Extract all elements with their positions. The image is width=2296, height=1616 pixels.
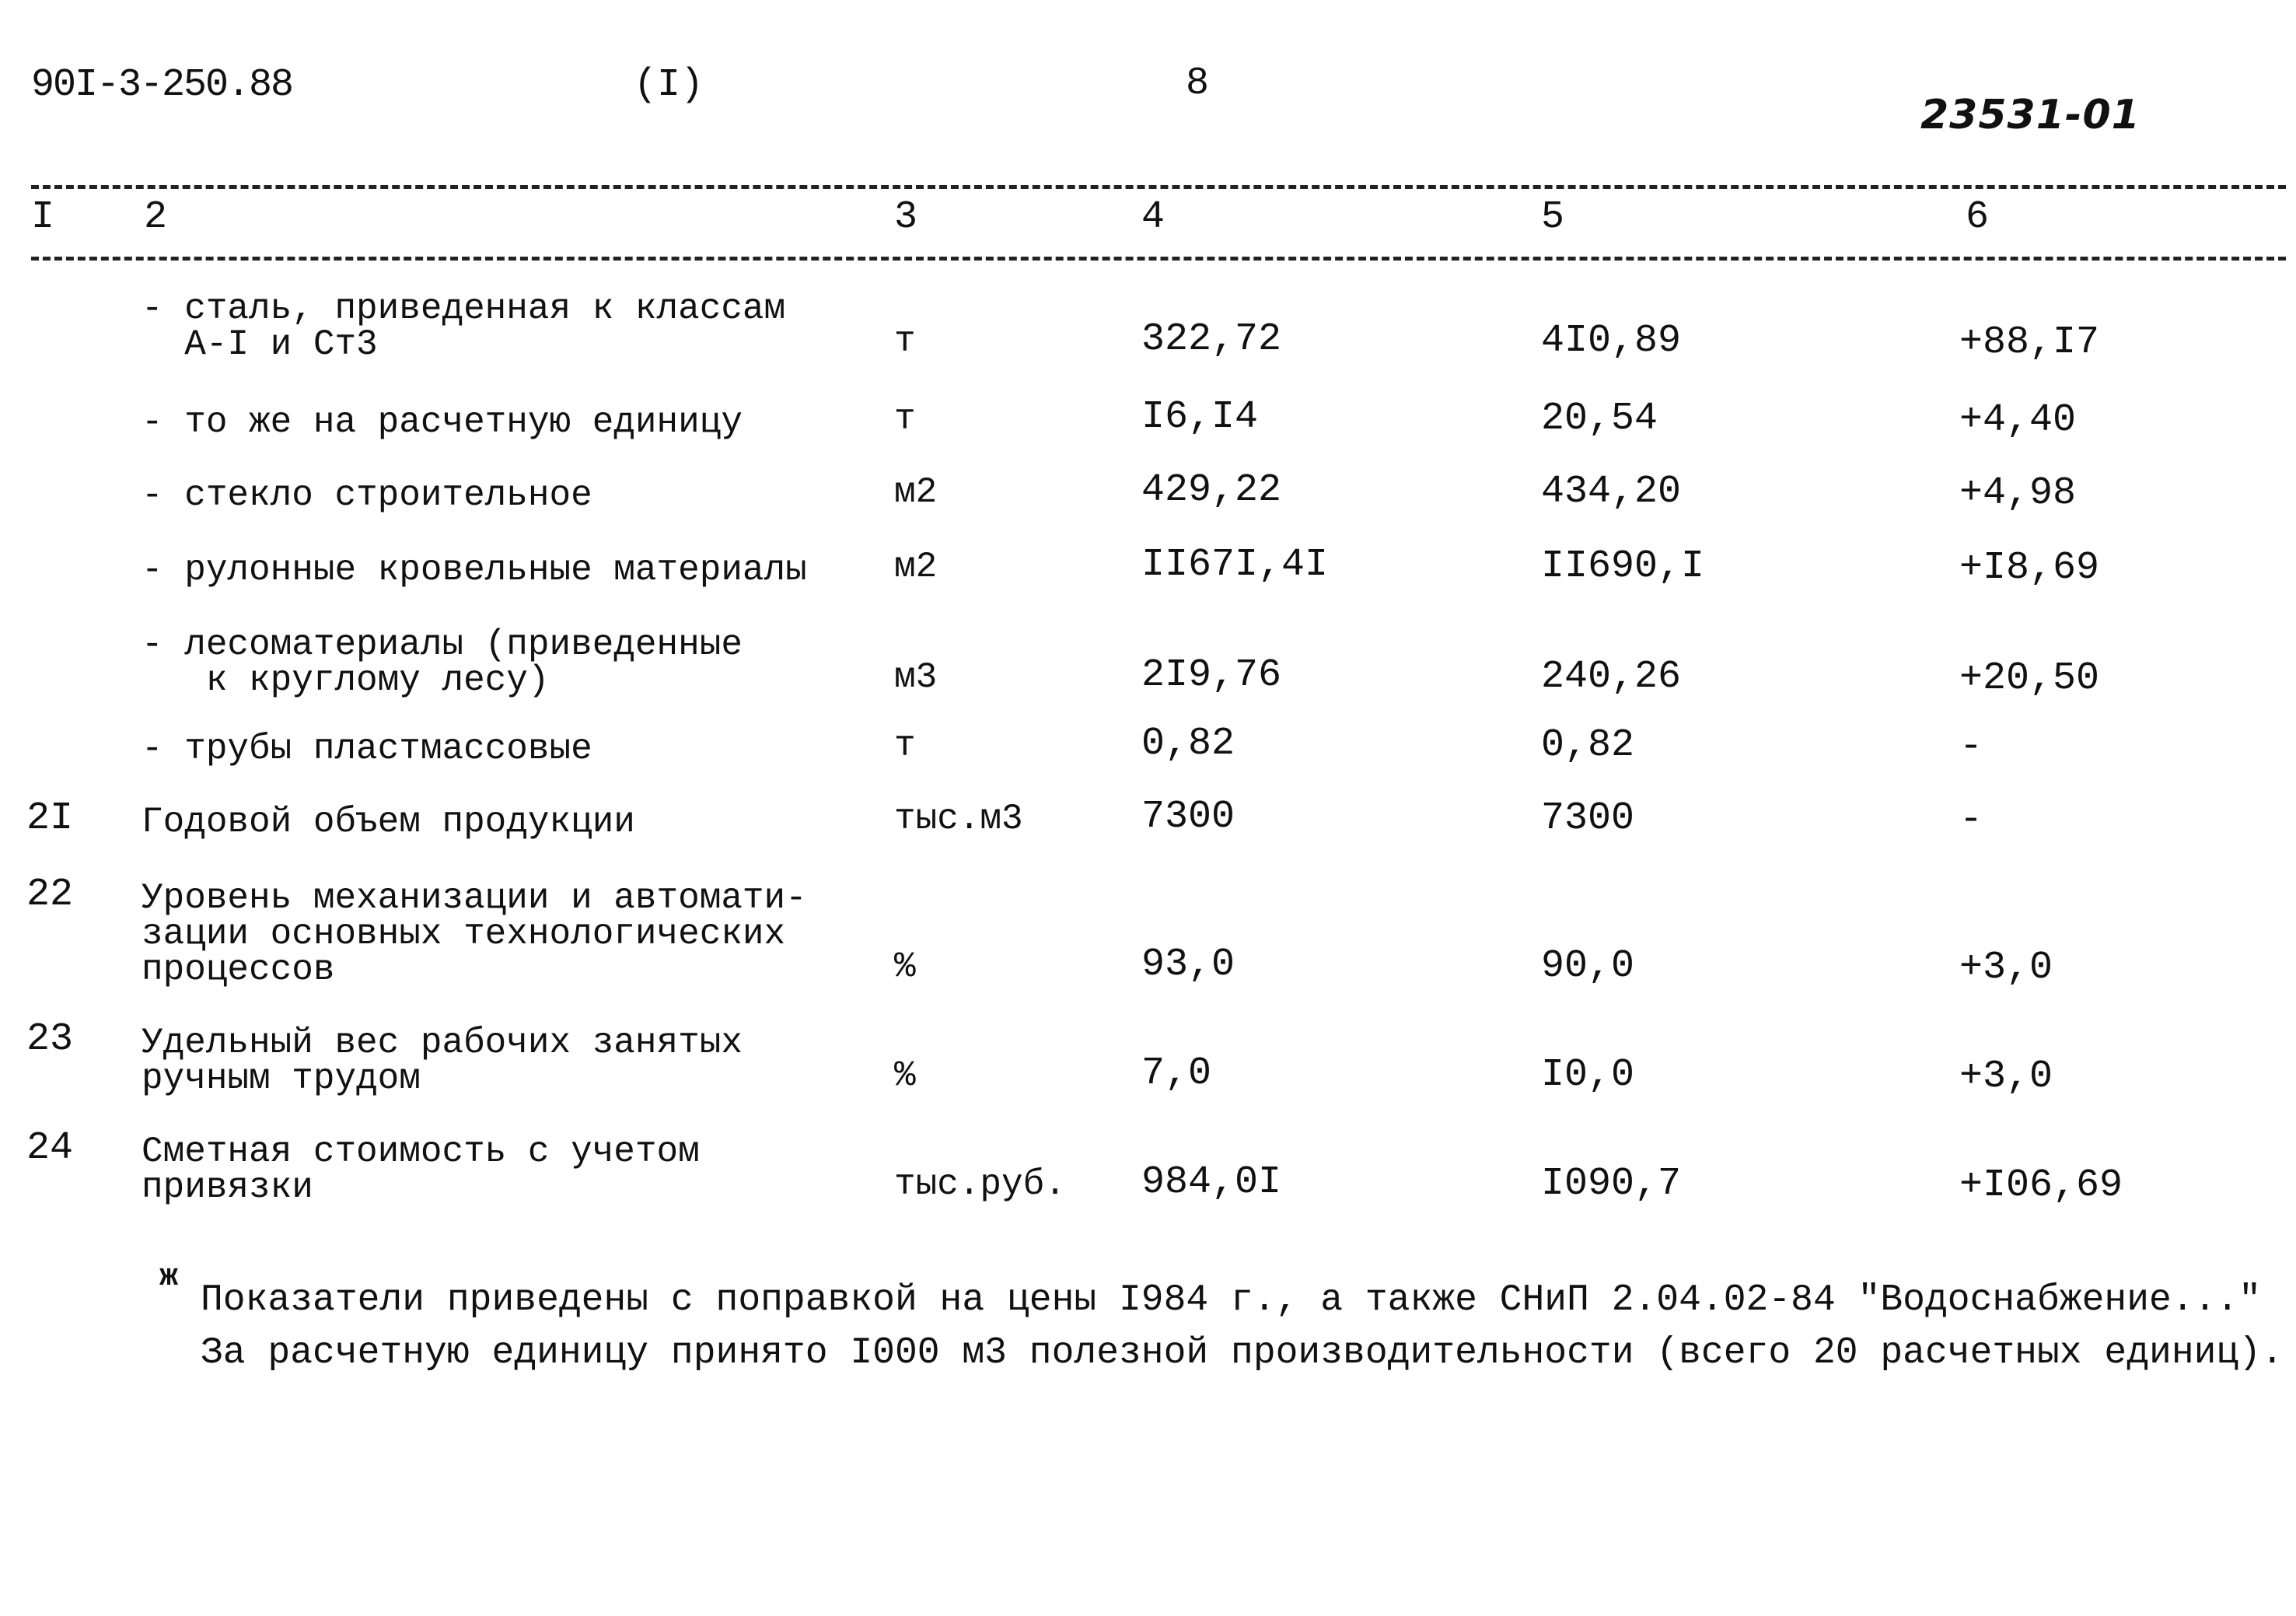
row-value-5: 434,20 <box>1541 470 1682 514</box>
row-name-line: ручным трудом <box>142 1058 421 1099</box>
row-value-6: +20,50 <box>1959 656 2100 701</box>
row-name-line: к круглому лесу) <box>142 660 550 701</box>
row-value-6: - <box>1959 798 1983 842</box>
row-value-4: 429,22 <box>1141 468 1282 512</box>
row-name-line: процессов <box>142 950 335 990</box>
row-value-6: +I8,69 <box>1959 546 2100 590</box>
column-header-4: 4 <box>1141 195 1165 240</box>
row-name-line: - рулонные кровельные материалы <box>142 550 807 590</box>
row-unit: т <box>894 321 916 362</box>
row-name-line: привязки <box>142 1167 313 1208</box>
row-value-5: 0,82 <box>1541 723 1635 768</box>
row-number: 24 <box>26 1126 74 1170</box>
row-number: 2I <box>26 796 74 841</box>
table-top-rule <box>31 185 2286 189</box>
handwritten-stamp: 23531-01 <box>1920 92 2140 138</box>
row-value-5: I090,7 <box>1541 1162 1682 1206</box>
row-name-line: Уровень механизации и автомати- <box>142 878 807 918</box>
row-unit: м2 <box>894 472 938 512</box>
row-value-4: 2I9,76 <box>1141 653 1282 698</box>
part-number: (I) <box>634 63 704 107</box>
row-value-4: 7300 <box>1141 795 1235 839</box>
row-number: 22 <box>26 873 74 917</box>
row-name-line: - лесоматериалы (приведенные <box>142 624 743 665</box>
row-value-4: 0,82 <box>1141 722 1235 766</box>
row-name-line: - стекло строительное <box>142 475 592 516</box>
column-header-1: I <box>31 195 55 240</box>
row-value-5: 20,54 <box>1541 397 1658 441</box>
row-value-5: II690,I <box>1541 544 1705 589</box>
row-value-4: I6,I4 <box>1141 395 1259 439</box>
row-value-5: 4I0,89 <box>1541 319 1682 363</box>
row-name-line: Годовой объем продукции <box>142 802 635 842</box>
row-unit: т <box>894 399 916 439</box>
page-number: 8 <box>1186 61 1210 106</box>
row-name-line: Сметная стоимость с учетом <box>142 1132 700 1172</box>
row-number: 23 <box>26 1017 74 1062</box>
row-value-6: +I06,69 <box>1959 1163 2123 1208</box>
row-value-5: I0,0 <box>1541 1053 1635 1097</box>
row-unit: тыс.руб. <box>894 1164 1066 1205</box>
row-value-4: 322,72 <box>1141 317 1282 362</box>
row-value-5: 7300 <box>1541 796 1635 841</box>
row-unit: % <box>894 1055 916 1096</box>
row-unit: м2 <box>894 547 938 587</box>
row-value-4: II67I,4I <box>1141 543 1329 587</box>
row-value-4: 984,0I <box>1141 1160 1282 1205</box>
row-name-line: - сталь, приведенная к классам <box>142 289 786 329</box>
footnote-line-2: За расчетную единицу принято I000 м3 полезной производительности (всего 20 расчетных единиц). <box>201 1332 2284 1374</box>
row-value-5: 240,26 <box>1541 655 1682 699</box>
row-name-line: Удельный вес рабочих занятых <box>142 1023 743 1063</box>
footnote-line-1: Показатели приведены с поправкой на цены I984 г., а также СНиП 2.04.02-84 "Водоснабжение..." <box>201 1279 2262 1321</box>
row-name-line: зации основных технологических <box>142 914 786 954</box>
column-header-5: 5 <box>1541 195 1565 240</box>
row-unit: т <box>894 726 916 766</box>
row-unit: % <box>894 946 916 987</box>
row-value-4: 7,0 <box>1141 1051 1212 1096</box>
footnote-mark: ж <box>159 1260 179 1295</box>
column-header-2: 2 <box>144 195 168 240</box>
column-header-3: 3 <box>894 195 918 240</box>
row-value-6: +88,I7 <box>1959 320 2100 365</box>
document-number: 90I-3-250.88 <box>31 63 293 107</box>
row-value-6: +3,0 <box>1959 1055 2053 1099</box>
row-value-6: +4,98 <box>1959 471 2077 516</box>
row-unit: м3 <box>894 657 938 698</box>
row-value-5: 90,0 <box>1541 944 1635 988</box>
row-value-6: +4,40 <box>1959 398 2077 442</box>
row-unit: тыс.м3 <box>894 799 1023 839</box>
row-value-6: +3,0 <box>1959 946 2053 990</box>
row-name-line: - трубы пластмассовые <box>142 729 592 769</box>
row-value-6: - <box>1959 725 1983 769</box>
row-name-line: - то же на расчетную единицу <box>142 402 743 442</box>
row-name-line: А-I и Ст3 <box>142 324 378 365</box>
row-value-4: 93,0 <box>1141 943 1235 987</box>
column-header-6: 6 <box>1966 195 1990 240</box>
table-header-rule <box>31 257 2286 261</box>
